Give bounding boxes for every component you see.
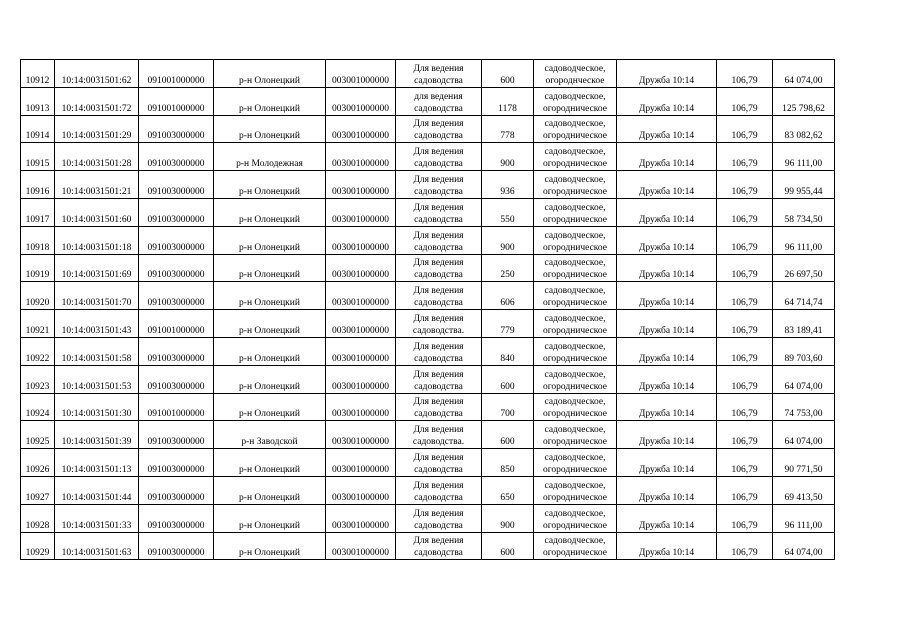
settlement-name-cell: Дружба 10:14	[617, 115, 717, 143]
land-use-type-cell	[534, 115, 617, 143]
permitted-use-line2: садоводства.	[412, 325, 465, 336]
permitted-use-line1: Для ведения	[413, 174, 464, 185]
cadastral-value-cell: 125 798,62	[773, 87, 835, 115]
table-row	[21, 60, 835, 88]
district-cell: р-н Олонецкий	[214, 60, 326, 88]
land-use-type-line2: огородническое	[542, 548, 608, 559]
land-use-type-line1: садоводческое,	[544, 536, 606, 547]
permitted-use-line2: садоводства	[414, 270, 463, 281]
land-use-type-line1: садоводческое,	[544, 313, 606, 324]
cadastral-number-cell: 10:14:0031501:70	[55, 282, 139, 310]
cadastral-value-cell: 99 955,44	[773, 171, 835, 199]
settlement-name-cell: Дружба 10:14	[617, 87, 717, 115]
row-number-cell: 10928	[21, 504, 55, 532]
cadastral-value-cell: 74 753,00	[773, 393, 835, 421]
table-row	[21, 226, 835, 254]
okato-code-cell: 091003000000	[139, 337, 214, 365]
permitted-use-line2: садоводства	[414, 242, 463, 253]
permitted-use-cell	[396, 198, 482, 226]
land-use-type-cell	[534, 310, 617, 338]
permitted-use-line2: садоводства	[414, 186, 463, 197]
settlement-name-cell: Дружба 10:14	[617, 476, 717, 504]
cadastral-value-cell: 69 413,50	[773, 476, 835, 504]
land-use-type-cell	[534, 171, 617, 199]
oktmo-code-cell: 003001000000	[326, 226, 396, 254]
row-number-cell: 10927	[21, 476, 55, 504]
cadastral-number-cell: 10:14:0031501:58	[55, 337, 139, 365]
settlement-name-cell: Дружба 10:14	[617, 393, 717, 421]
permitted-use-line1: Для ведения	[413, 425, 464, 436]
permitted-use-cell	[396, 449, 482, 477]
district-cell: р-н Олонецкий	[214, 337, 326, 365]
cadastral-number-cell: 10:14:0031501:69	[55, 254, 139, 282]
permitted-use-cell	[396, 421, 482, 449]
land-use-type-line2: огородническое	[542, 242, 608, 253]
cadastral-number-cell: 10:14:0031501:28	[55, 143, 139, 171]
plot-area-cell: 850	[482, 449, 534, 477]
permitted-use-cell	[396, 171, 482, 199]
land-use-type-cell	[534, 254, 617, 282]
settlement-name-cell: Дружба 10:14	[617, 282, 717, 310]
permitted-use-line2: садоводства	[414, 353, 463, 364]
permitted-use-line1: Для ведения	[413, 147, 464, 158]
permitted-use-cell	[396, 60, 482, 88]
specific-value-cell: 106,79	[717, 226, 773, 254]
permitted-use-cell	[396, 226, 482, 254]
table-row	[21, 476, 835, 504]
cadastral-value-cell: 26 697,50	[773, 254, 835, 282]
district-cell: р-н Олонецкий	[214, 365, 326, 393]
row-number-cell: 10923	[21, 365, 55, 393]
permitted-use-cell	[396, 504, 482, 532]
permitted-use-cell	[396, 282, 482, 310]
cadastral-number-cell: 10:14:0031501:13	[55, 449, 139, 477]
settlement-name-cell: Дружба 10:14	[617, 337, 717, 365]
permitted-use-line2: садоводства	[414, 159, 463, 170]
land-use-type-line1: садоводческое,	[544, 286, 606, 297]
land-use-type-cell	[534, 87, 617, 115]
okato-code-cell: 091003000000	[139, 421, 214, 449]
land-use-type-cell	[534, 282, 617, 310]
cadastral-number-cell: 10:14:0031501:30	[55, 393, 139, 421]
cadastral-value-cell: 89 703,60	[773, 337, 835, 365]
okato-code-cell: 091003000000	[139, 115, 214, 143]
settlement-name-cell: Дружба 10:14	[617, 254, 717, 282]
plot-area-cell: 900	[482, 143, 534, 171]
oktmo-code-cell: 003001000000	[326, 198, 396, 226]
cadastral-value-cell: 64 074,00	[773, 421, 835, 449]
land-use-type-line1: садоводческое,	[544, 258, 606, 269]
oktmo-code-cell: 003001000000	[326, 476, 396, 504]
table-row	[21, 171, 835, 199]
district-cell: р-н Молодежная	[214, 143, 326, 171]
cadastral-value-cell: 64 714,74	[773, 282, 835, 310]
district-cell: р-н Олонецкий	[214, 310, 326, 338]
cadastral-value-cell: 64 074,00	[773, 60, 835, 88]
specific-value-cell: 106,79	[717, 449, 773, 477]
okato-code-cell: 091003000000	[139, 198, 214, 226]
permitted-use-cell	[396, 310, 482, 338]
land-use-type-line1: садоводческое,	[544, 397, 606, 408]
land-use-type-line1: садоводческое,	[544, 91, 606, 102]
plot-area-cell: 550	[482, 198, 534, 226]
district-cell: р-н Заводской	[214, 421, 326, 449]
permitted-use-cell	[396, 476, 482, 504]
district-cell: р-н Олонецкий	[214, 393, 326, 421]
table-row	[21, 393, 835, 421]
district-cell: р-н Олонецкий	[214, 226, 326, 254]
settlement-name-cell: Дружба 10:14	[617, 143, 717, 171]
land-use-type-cell	[534, 365, 617, 393]
cadastral-value-cell: 83 082,62	[773, 115, 835, 143]
land-use-type-cell	[534, 226, 617, 254]
permitted-use-line1: Для ведения	[413, 286, 464, 297]
permitted-use-line2: садоводства.	[412, 437, 465, 448]
specific-value-cell: 106,79	[717, 310, 773, 338]
oktmo-code-cell: 003001000000	[326, 87, 396, 115]
land-use-type-line2: огородническое	[542, 381, 608, 392]
land-use-type-cell	[534, 143, 617, 171]
plot-area-cell: 900	[482, 226, 534, 254]
land-use-type-cell	[534, 476, 617, 504]
cadastral-number-cell: 10:14:0031501:18	[55, 226, 139, 254]
land-use-type-cell	[534, 504, 617, 532]
row-number-cell: 10919	[21, 254, 55, 282]
cadastral-number-cell: 10:14:0031501:43	[55, 310, 139, 338]
permitted-use-line2: садоводства	[414, 492, 463, 503]
land-use-type-line2: огородническое	[542, 464, 608, 475]
oktmo-code-cell: 003001000000	[326, 282, 396, 310]
settlement-name-cell: Дружба 10:14	[617, 504, 717, 532]
land-use-type-line1: садоводческое,	[544, 147, 606, 158]
specific-value-cell: 106,79	[717, 115, 773, 143]
plot-area-cell: 840	[482, 337, 534, 365]
cadastral-number-cell: 10:14:0031501:33	[55, 504, 139, 532]
table-row	[21, 532, 835, 560]
cadastral-number-cell: 10:14:0031501:72	[55, 87, 139, 115]
plot-area-cell: 606	[482, 282, 534, 310]
table-row	[21, 310, 835, 338]
district-cell: р-н Олонецкий	[214, 87, 326, 115]
permitted-use-line1: Для ведения	[413, 63, 464, 74]
land-use-type-line2: огороднческое	[545, 75, 605, 86]
permitted-use-line1: Для ведения	[413, 341, 464, 352]
plot-area-cell: 778	[482, 115, 534, 143]
permitted-use-cell	[396, 393, 482, 421]
cadastral-value-cell: 96 111,00	[773, 143, 835, 171]
row-number-cell: 10922	[21, 337, 55, 365]
cadastral-value-cell: 90 771,50	[773, 449, 835, 477]
land-use-type-line1: садоводческое,	[544, 63, 606, 74]
table-row	[21, 254, 835, 282]
land-use-type-line1: садоводческое,	[544, 174, 606, 185]
cadastral-number-cell: 10:14:0031501:63	[55, 532, 139, 560]
permitted-use-line2: садоводства	[414, 298, 463, 309]
plot-area-cell: 650	[482, 476, 534, 504]
table-row	[21, 365, 835, 393]
plot-area-cell: 600	[482, 421, 534, 449]
plot-area-cell: 900	[482, 504, 534, 532]
row-number-cell: 10912	[21, 60, 55, 88]
specific-value-cell: 106,79	[717, 421, 773, 449]
district-cell: р-н Олонецкий	[214, 254, 326, 282]
plot-area-cell: 600	[482, 532, 534, 560]
land-use-type-line2: огородническое	[542, 270, 608, 281]
oktmo-code-cell: 003001000000	[326, 60, 396, 88]
oktmo-code-cell: 003001000000	[326, 504, 396, 532]
specific-value-cell: 106,79	[717, 476, 773, 504]
oktmo-code-cell: 003001000000	[326, 365, 396, 393]
permitted-use-line1: Для ведения	[413, 480, 464, 491]
oktmo-code-cell: 003001000000	[326, 115, 396, 143]
row-number-cell: 10926	[21, 449, 55, 477]
specific-value-cell: 106,79	[717, 254, 773, 282]
permitted-use-cell	[396, 337, 482, 365]
land-use-type-cell	[534, 421, 617, 449]
land-use-type-line2: огородническое	[542, 325, 608, 336]
permitted-use-cell	[396, 254, 482, 282]
permitted-use-cell	[396, 143, 482, 171]
cadastral-value-cell: 58 734,50	[773, 198, 835, 226]
land-use-type-line2: огородническое	[542, 409, 608, 420]
table-row	[21, 143, 835, 171]
permitted-use-line1: Для ведения	[413, 536, 464, 547]
permitted-use-line1: Для ведения	[413, 230, 464, 241]
land-use-type-line2: огородническое	[542, 186, 608, 197]
settlement-name-cell: Дружба 10:14	[617, 532, 717, 560]
permitted-use-line2: садоводства	[414, 464, 463, 475]
land-use-type-line2: огородническое	[542, 520, 608, 531]
permitted-use-cell	[396, 87, 482, 115]
specific-value-cell: 106,79	[717, 87, 773, 115]
permitted-use-line1: Для ведения	[413, 369, 464, 380]
land-use-type-line2: огородническое	[542, 492, 608, 503]
okato-code-cell: 091003000000	[139, 254, 214, 282]
permitted-use-line2: садоводства	[414, 520, 463, 531]
table-row	[21, 282, 835, 310]
oktmo-code-cell: 003001000000	[326, 337, 396, 365]
plot-area-cell: 250	[482, 254, 534, 282]
okato-code-cell: 091001000000	[139, 60, 214, 88]
district-cell: р-н Олонецкий	[214, 476, 326, 504]
cadastral-number-cell: 10:14:0031501:60	[55, 198, 139, 226]
table-body	[21, 60, 835, 560]
permitted-use-line2: садоводства	[414, 131, 463, 142]
settlement-name-cell: Дружба 10:14	[617, 421, 717, 449]
permitted-use-line2: садоводства	[414, 103, 463, 114]
cadastral-number-cell: 10:14:0031501:44	[55, 476, 139, 504]
oktmo-code-cell: 003001000000	[326, 143, 396, 171]
cadastral-value-cell: 96 111,00	[773, 226, 835, 254]
plot-area-cell: 600	[482, 60, 534, 88]
land-use-type-cell	[534, 532, 617, 560]
cadastral-value-cell: 96 111,00	[773, 504, 835, 532]
plot-area-cell: 936	[482, 171, 534, 199]
plot-area-cell: 1178	[482, 87, 534, 115]
permitted-use-cell	[396, 365, 482, 393]
row-number-cell: 10914	[21, 115, 55, 143]
permitted-use-line2: садоводства	[414, 409, 463, 420]
oktmo-code-cell: 003001000000	[326, 171, 396, 199]
cadastral-value-cell: 64 074,00	[773, 532, 835, 560]
district-cell: р-н Олонецкий	[214, 504, 326, 532]
okato-code-cell: 091003000000	[139, 143, 214, 171]
land-use-type-line1: садоводческое,	[544, 425, 606, 436]
row-number-cell: 10916	[21, 171, 55, 199]
district-cell: р-н Олонецкий	[214, 115, 326, 143]
land-use-type-line1: садоводческое,	[544, 341, 606, 352]
table-row	[21, 198, 835, 226]
row-number-cell: 10913	[21, 87, 55, 115]
cadastral-number-cell: 10:14:0031501:29	[55, 115, 139, 143]
specific-value-cell: 106,79	[717, 198, 773, 226]
land-use-type-cell	[534, 337, 617, 365]
row-number-cell: 10929	[21, 532, 55, 560]
land-use-type-line1: садоводческое,	[544, 508, 606, 519]
row-number-cell: 10917	[21, 198, 55, 226]
specific-value-cell: 106,79	[717, 365, 773, 393]
land-use-type-line2: огородническое	[542, 103, 608, 114]
okato-code-cell: 091003000000	[139, 476, 214, 504]
oktmo-code-cell: 003001000000	[326, 421, 396, 449]
specific-value-cell: 106,79	[717, 143, 773, 171]
plot-area-cell: 700	[482, 393, 534, 421]
specific-value-cell: 106,79	[717, 60, 773, 88]
land-use-type-line2: огородническое	[542, 159, 608, 170]
row-number-cell: 10925	[21, 421, 55, 449]
specific-value-cell: 106,79	[717, 532, 773, 560]
settlement-name-cell: Дружба 10:14	[617, 226, 717, 254]
specific-value-cell: 106,79	[717, 337, 773, 365]
permitted-use-line1: Для ведения	[413, 202, 464, 213]
land-use-type-cell	[534, 393, 617, 421]
row-number-cell: 10921	[21, 310, 55, 338]
land-use-type-line2: огородническое	[542, 437, 608, 448]
land-use-type-line2: огородническое	[542, 214, 608, 225]
cadastral-number-cell: 10:14:0031501:39	[55, 421, 139, 449]
land-use-type-line1: садоводческое,	[544, 202, 606, 213]
okato-code-cell: 091003000000	[139, 282, 214, 310]
table-row	[21, 87, 835, 115]
permitted-use-cell	[396, 532, 482, 560]
oktmo-code-cell: 003001000000	[326, 532, 396, 560]
okato-code-cell: 091003000000	[139, 532, 214, 560]
permitted-use-line2: садоводства	[414, 381, 463, 392]
specific-value-cell: 106,79	[717, 282, 773, 310]
land-use-type-line1: садоводческое,	[544, 452, 606, 463]
permitted-use-line1: для ведения	[414, 91, 463, 102]
table-row	[21, 449, 835, 477]
settlement-name-cell: Дружба 10:14	[617, 449, 717, 477]
permitted-use-line1: Для ведения	[413, 258, 464, 269]
cadastral-number-cell: 10:14:0031501:53	[55, 365, 139, 393]
okato-code-cell: 091003000000	[139, 504, 214, 532]
district-cell: р-н Олонецкий	[214, 449, 326, 477]
table-row	[21, 337, 835, 365]
cadastral-value-cell: 83 189,41	[773, 310, 835, 338]
oktmo-code-cell: 003001000000	[326, 449, 396, 477]
oktmo-code-cell: 003001000000	[326, 310, 396, 338]
district-cell: р-н Олонецкий	[214, 198, 326, 226]
specific-value-cell: 106,79	[717, 171, 773, 199]
row-number-cell: 10920	[21, 282, 55, 310]
permitted-use-line1: Для ведения	[413, 452, 464, 463]
settlement-name-cell: Дружба 10:14	[617, 60, 717, 88]
okato-code-cell: 091001000000	[139, 310, 214, 338]
table-row	[21, 115, 835, 143]
permitted-use-line2: садоводства	[414, 75, 463, 86]
land-use-type-line1: садоводческое,	[544, 230, 606, 241]
specific-value-cell: 106,79	[717, 393, 773, 421]
specific-value-cell: 106,79	[717, 504, 773, 532]
district-cell: р-н Олонецкий	[214, 171, 326, 199]
settlement-name-cell: Дружба 10:14	[617, 171, 717, 199]
oktmo-code-cell: 003001000000	[326, 393, 396, 421]
land-use-type-cell	[534, 60, 617, 88]
land-use-type-line1: садоводческое,	[544, 480, 606, 491]
land-use-type-line1: садоводческое,	[544, 369, 606, 380]
settlement-name-cell: Дружба 10:14	[617, 198, 717, 226]
district-cell: р-н Олонецкий	[214, 532, 326, 560]
okato-code-cell: 091001000000	[139, 87, 214, 115]
table-row	[21, 421, 835, 449]
land-use-type-line1: садоводческое,	[544, 119, 606, 130]
row-number-cell: 10924	[21, 393, 55, 421]
cadastral-number-cell: 10:14:0031501:62	[55, 60, 139, 88]
permitted-use-line1: Для ведения	[413, 119, 464, 130]
permitted-use-line1: Для ведения	[413, 313, 464, 324]
okato-code-cell: 091003000000	[139, 226, 214, 254]
oktmo-code-cell: 003001000000	[326, 254, 396, 282]
permitted-use-cell	[396, 115, 482, 143]
plot-area-cell: 600	[482, 365, 534, 393]
plot-area-cell: 779	[482, 310, 534, 338]
land-use-type-cell	[534, 449, 617, 477]
settlement-name-cell: Дружба 10:14	[617, 310, 717, 338]
permitted-use-line2: садоводства	[414, 548, 463, 559]
cadastral-value-cell: 64 074,00	[773, 365, 835, 393]
permitted-use-line1: Для ведения	[413, 508, 464, 519]
land-use-type-line2: огородническое	[542, 353, 608, 364]
district-cell: р-н Олонецкий	[214, 282, 326, 310]
settlement-name-cell: Дружба 10:14	[617, 365, 717, 393]
land-use-type-line2: огородническое	[542, 298, 608, 309]
okato-code-cell: 091001000000	[139, 393, 214, 421]
permitted-use-line2: садоводства	[414, 214, 463, 225]
okato-code-cell: 091003000000	[139, 365, 214, 393]
land-use-type-line2: огородническое	[542, 131, 608, 142]
permitted-use-line1: Для ведения	[413, 397, 464, 408]
cadastral-number-cell: 10:14:0031501:21	[55, 171, 139, 199]
row-number-cell: 10915	[21, 143, 55, 171]
land-plots-table	[20, 59, 835, 560]
table-row	[21, 504, 835, 532]
okato-code-cell: 091003000000	[139, 171, 214, 199]
row-number-cell: 10918	[21, 226, 55, 254]
okato-code-cell: 091003000000	[139, 449, 214, 477]
land-use-type-cell	[534, 198, 617, 226]
